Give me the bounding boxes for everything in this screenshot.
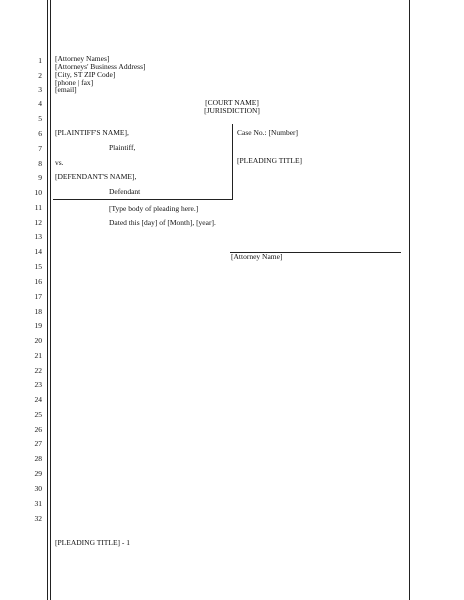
plaintiff-role: Plaintiff, bbox=[109, 143, 136, 152]
line-number: 24 bbox=[34, 395, 42, 404]
dated-line: Dated this [day] of [Month], [year]. bbox=[109, 218, 216, 227]
line-number: 17 bbox=[34, 292, 42, 301]
line-number: 12 bbox=[34, 218, 42, 227]
line-number: 10 bbox=[34, 188, 42, 197]
attorney-business-address: [Attorneys' Business Address] bbox=[55, 62, 146, 71]
line-number: 30 bbox=[34, 484, 42, 493]
line-number: 15 bbox=[34, 262, 42, 271]
line-number: 9 bbox=[38, 173, 42, 182]
line-number: 31 bbox=[34, 499, 42, 508]
defendant-role: Defendant bbox=[109, 187, 141, 196]
plaintiff-name: [PLAINTIFF'S NAME], bbox=[55, 128, 129, 137]
left-margin-line-inner bbox=[50, 0, 51, 600]
pleading-body: [Type body of pleading here.] bbox=[109, 204, 199, 213]
left-margin-line-outer bbox=[47, 0, 48, 600]
caption-divider-rule bbox=[232, 124, 233, 200]
line-number: 7 bbox=[38, 144, 42, 153]
line-number: 1 bbox=[38, 56, 42, 65]
attorney-email: [email] bbox=[55, 85, 77, 94]
line-number: 28 bbox=[34, 454, 42, 463]
pleading-title: [PLEADING TITLE] bbox=[237, 156, 303, 165]
versus: vs. bbox=[55, 158, 64, 167]
line-number: 2 bbox=[38, 71, 42, 80]
attorney-phone-fax: [phone | fax] bbox=[55, 78, 94, 87]
line-number: 19 bbox=[34, 321, 42, 330]
line-number: 23 bbox=[34, 380, 42, 389]
page-footer: [PLEADING TITLE] - 1 bbox=[55, 538, 131, 547]
line-number: 4 bbox=[38, 99, 42, 108]
line-number: 20 bbox=[34, 336, 42, 345]
right-margin-line bbox=[409, 0, 410, 600]
line-number: 5 bbox=[38, 114, 42, 123]
attorney-signature-name: [Attorney Name] bbox=[231, 252, 283, 261]
line-number: 26 bbox=[34, 425, 42, 434]
caption-bottom-rule bbox=[53, 199, 232, 200]
line-number: 22 bbox=[34, 366, 42, 375]
court-jurisdiction: [JURISDICTION] bbox=[204, 106, 260, 115]
line-number: 3 bbox=[38, 85, 42, 94]
line-number: 18 bbox=[34, 307, 42, 316]
line-number: 14 bbox=[34, 247, 42, 256]
line-number: 32 bbox=[34, 514, 42, 523]
line-number: 25 bbox=[34, 410, 42, 419]
line-number: 13 bbox=[34, 232, 42, 241]
attorney-city-state-zip: [City, ST ZIP Code] bbox=[55, 70, 116, 79]
case-number: Case No.: [Number] bbox=[237, 128, 299, 137]
line-number: 16 bbox=[34, 277, 42, 286]
line-number: 6 bbox=[38, 129, 42, 138]
line-number: 8 bbox=[38, 159, 42, 168]
defendant-name: [DEFENDANT'S NAME], bbox=[55, 172, 137, 181]
attorney-names: [Attorney Names] bbox=[55, 54, 110, 63]
court-name: [COURT NAME] bbox=[205, 98, 259, 107]
line-number: 21 bbox=[34, 351, 42, 360]
line-number: 27 bbox=[34, 439, 42, 448]
line-number: 11 bbox=[34, 203, 42, 212]
line-number: 29 bbox=[34, 469, 42, 478]
